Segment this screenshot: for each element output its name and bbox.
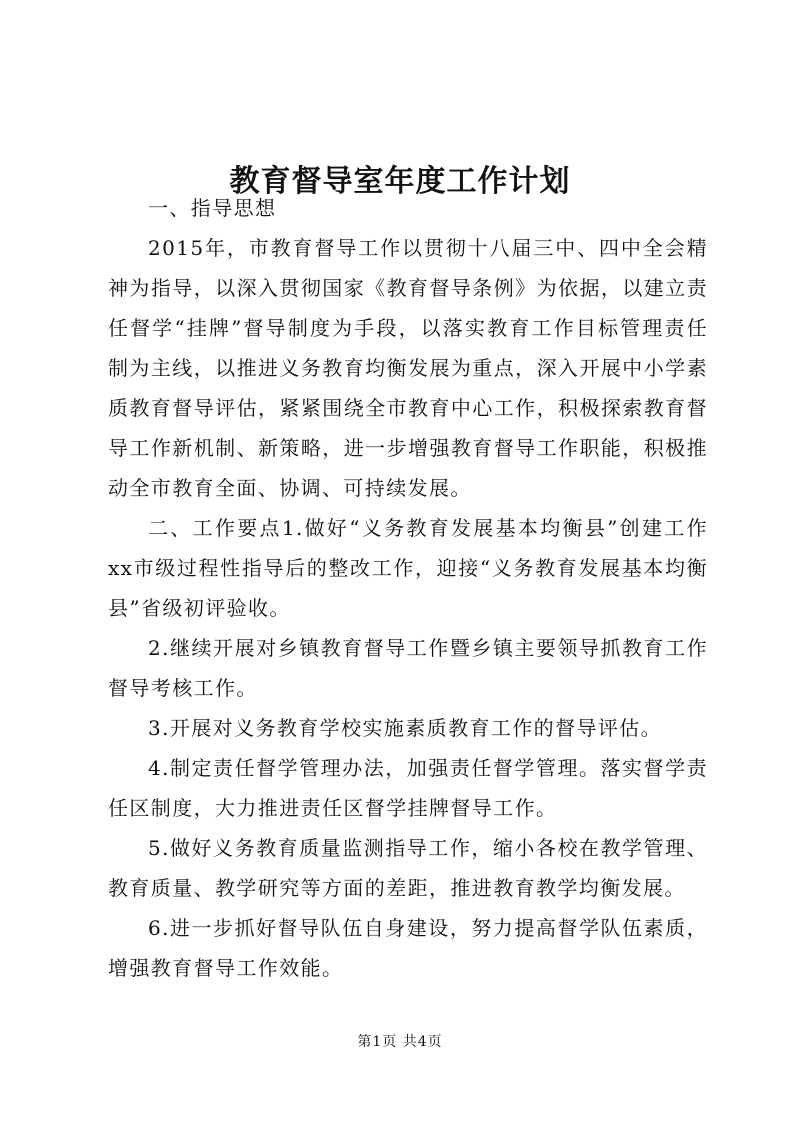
- paragraph-work-point-2: 2.继续开展对乡镇教育督导工作暨乡镇主要领导抓教育工作督导考核工作。: [108, 636, 708, 700]
- paragraph-work-point-4: 4.制定责任督学管理办法，加强责任督学管理。落实督学责任区制度，大力推进责任区督学挂牌督导工作。: [108, 756, 708, 820]
- paragraph-guiding-ideology: 2015年，市教育督导工作以贯彻十八届三中、四中全会精神为指导，以深入贯彻国家《教育督导条例》为依据，以建立责任督学“挂牌”督导制度为手段，以落实教育工作目标管理责任制为主线，以推进义务教育均衡发展为重点，深入开展中小学素质教育督导评估，紧紧围绕全市教育中心工作，积极探索教育督导工作新机制、新策略，进一步增强教育督导工作职能，积极推动全市教育全面、协调、可持续发展。: [108, 236, 708, 500]
- document-body: [108, 188, 708, 988]
- paragraph-work-point-5: 5.做好义务教育质量监测指导工作，缩小各校在教学管理、教育质量、教学研究等方面的差距，推进教育教学均衡发展。: [108, 836, 708, 900]
- document-title: 教育督导室年度工作计划: [229, 164, 571, 200]
- paragraph-work-point-6: 6.进一步抓好督导队伍自身建设，努力提高督学队伍素质，增强教育督导工作效能。: [108, 916, 708, 980]
- paragraph-work-point-1: 二、工作要点1.做好“义务教育发展基本均衡县”创建工作xx市级过程性指导后的整改工作，迎接“义务教育发展基本均衡县”省级初评验收。: [108, 516, 708, 620]
- section-heading-guiding-ideology: 一、指导思想: [148, 196, 277, 220]
- paragraph-work-point-3: 3.开展对义务教育学校实施素质教育工作的督导评估。: [148, 716, 663, 740]
- page-number-footer: 第1页 共4页: [357, 1034, 443, 1050]
